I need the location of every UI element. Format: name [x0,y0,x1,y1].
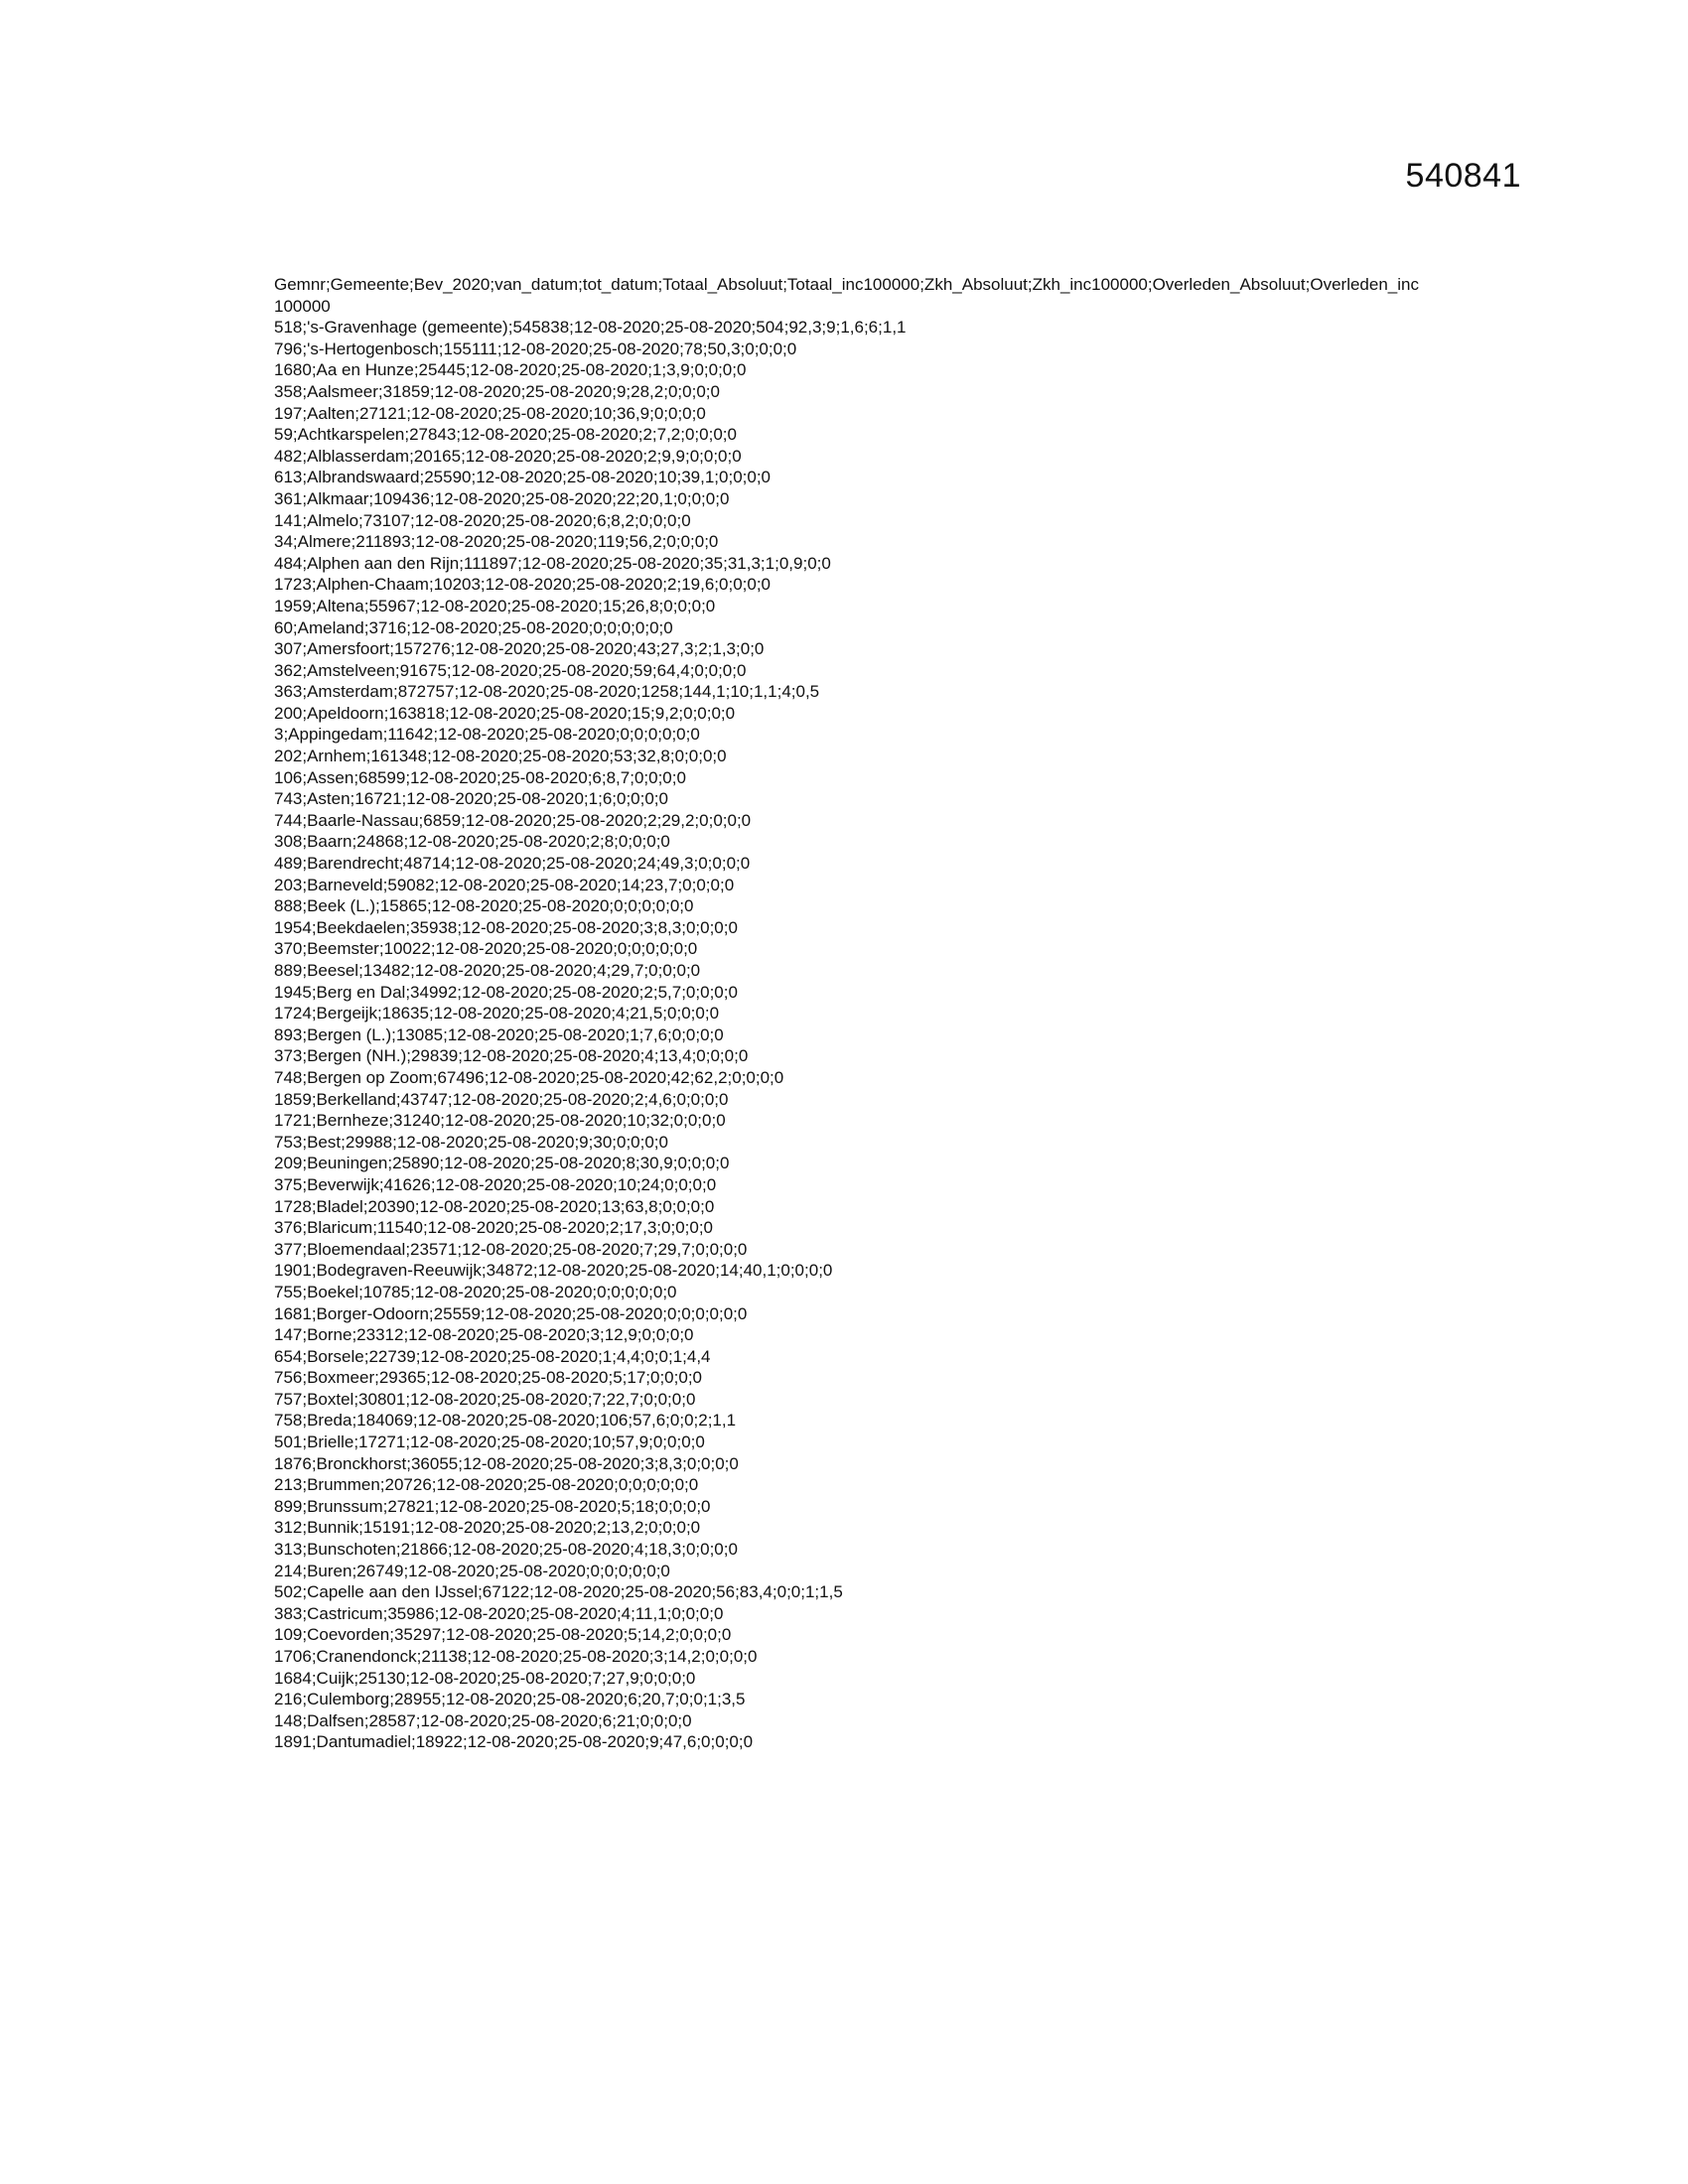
csv-data-row: 216;Culemborg;28955;12-08-2020;25-08-2020;6;20,7;0;0;1;3,5 [274,1690,746,1709]
csv-data-row: 375;Beverwijk;41626;12-08-2020;25-08-2020;10;24;0;0;0;0 [274,1174,717,1194]
csv-data-row: 377;Bloemendaal;23571;12-08-2020;25-08-2020;7;29,7;0;0;0;0 [274,1239,748,1259]
csv-data-row: 363;Amsterdam;872757;12-08-2020;25-08-2020;1258;144,1;10;1,1;4;0,5 [274,682,820,702]
csv-data-row: 796;'s-Hertogenbosch;155111;12-08-2020;25-08-2020;78;50,3;0;0;0;0 [274,339,797,358]
csv-data-row: 501;Brielle;17271;12-08-2020;25-08-2020;10;57,9;0;0;0;0 [274,1433,705,1452]
csv-data-row: 1876;Bronckhorst;36055;12-08-2020;25-08-2020;3;8,3;0;0;0;0 [274,1453,739,1473]
csv-data-block [274,274,1426,1753]
csv-data-row: 1721;Bernheze;31240;12-08-2020;25-08-2020;10;32;0;0;0;0 [274,1111,726,1131]
csv-data-row: 1945;Berg en Dal;34992;12-08-2020;25-08-2020;2;5,7;0;0;0;0 [274,982,738,1002]
csv-data-row: 1859;Berkelland;43747;12-08-2020;25-08-2020;2;4,6;0;0;0;0 [274,1089,729,1109]
csv-data-row: 308;Baarn;24868;12-08-2020;25-08-2020;2;8;0;0;0;0 [274,832,670,852]
csv-data-row: 758;Breda;184069;12-08-2020;25-08-2020;106;57,6;0;0;2;1,1 [274,1411,737,1431]
csv-data-row: 502;Capelle aan den IJssel;67122;12-08-2020;25-08-2020;56;83,4;0;0;1;1,5 [274,1582,843,1602]
csv-data-row: 753;Best;29988;12-08-2020;25-08-2020;9;30;0;0;0;0 [274,1132,668,1152]
csv-data-row: 757;Boxtel;30801;12-08-2020;25-08-2020;7;22,7;0;0;0;0 [274,1389,696,1409]
csv-header-line: Gemnr;Gemeente;Bev_2020;van_datum;tot_datum;Totaal_Absoluut;Totaal_inc100000;Zkh_Absoluut;Zkh_inc100000;Overleden_Absoluut;Overleden_inc100000 [274,275,1419,316]
csv-data-lines [274,317,1426,1753]
csv-data-row: 147;Borne;23312;12-08-2020;25-08-2020;3;12,9;0;0;0;0 [274,1325,694,1345]
csv-data-row: 756;Boxmeer;29365;12-08-2020;25-08-2020;5;17;0;0;0;0 [274,1368,702,1388]
csv-data-row: 748;Bergen op Zoom;67496;12-08-2020;25-08-2020;42;62,2;0;0;0;0 [274,1067,784,1087]
csv-data-row: 34;Almere;211893;12-08-2020;25-08-2020;119;56,2;0;0;0;0 [274,532,719,552]
csv-data-row: 209;Beuningen;25890;12-08-2020;25-08-2020;8;30,9;0;0;0;0 [274,1154,730,1173]
csv-data-row: 1681;Borger-Odoorn;25559;12-08-2020;25-08-2020;0;0;0;0;0;0 [274,1303,748,1323]
csv-data-row: 213;Brummen;20726;12-08-2020;25-08-2020;0;0;0;0;0;0 [274,1475,699,1495]
csv-data-row: 889;Beesel;13482;12-08-2020;25-08-2020;4;29,7;0;0;0;0 [274,961,701,980]
csv-data-row: 613;Albrandswaard;25590;12-08-2020;25-08-2020;10;39,1;0;0;0;0 [274,468,771,487]
csv-data-row: 1724;Bergeijk;18635;12-08-2020;25-08-2020;4;21,5;0;0;0;0 [274,1004,720,1024]
csv-data-row: 3;Appingedam;11642;12-08-2020;25-08-2020;0;0;0;0;0;0 [274,725,700,745]
csv-data-row: 1723;Alphen-Chaam;10203;12-08-2020;25-08-2020;2;19,6;0;0;0;0 [274,575,771,595]
csv-data-row: 197;Aalten;27121;12-08-2020;25-08-2020;10;36,9;0;0;0;0 [274,403,706,423]
csv-data-row: 202;Arnhem;161348;12-08-2020;25-08-2020;53;32,8;0;0;0;0 [274,747,727,766]
csv-data-row: 755;Boekel;10785;12-08-2020;25-08-2020;0;0;0;0;0;0 [274,1282,677,1301]
csv-data-row: 373;Bergen (NH.);29839;12-08-2020;25-08-2020;4;13,4;0;0;0;0 [274,1046,749,1066]
csv-data-row: 518;'s-Gravenhage (gemeente);545838;12-08-2020;25-08-2020;504;92,3;9;1,6;6;1,1 [274,318,907,338]
csv-data-row: 148;Dalfsen;28587;12-08-2020;25-08-2020;6;21;0;0;0;0 [274,1710,692,1730]
csv-data-row: 109;Coevorden;35297;12-08-2020;25-08-2020;5;14,2;0;0;0;0 [274,1625,732,1645]
csv-data-row: 214;Buren;26749;12-08-2020;25-08-2020;0;0;0;0;0;0 [274,1561,670,1580]
csv-data-row: 307;Amersfoort;157276;12-08-2020;25-08-2020;43;27,3;2;1,3;0;0 [274,639,765,659]
csv-data-row: 1959;Altena;55967;12-08-2020;25-08-2020;15;26,8;0;0;0;0 [274,596,716,615]
csv-data-row: 744;Baarle-Nassau;6859;12-08-2020;25-08-2020;2;29,2;0;0;0;0 [274,810,752,830]
csv-data-row: 888;Beek (L.);15865;12-08-2020;25-08-2020;0;0;0;0;0;0 [274,896,694,916]
csv-data-row: 654;Borsele;22739;12-08-2020;25-08-2020;1;4,4;0;0;1;4,4 [274,1346,711,1366]
csv-data-row: 313;Bunschoten;21866;12-08-2020;25-08-2020;4;18,3;0;0;0;0 [274,1540,738,1560]
csv-data-row: 482;Alblasserdam;20165;12-08-2020;25-08-2020;2;9,9;0;0;0;0 [274,446,742,466]
csv-data-row: 362;Amstelveen;91675;12-08-2020;25-08-2020;59;64,4;0;0;0;0 [274,660,747,680]
csv-data-row: 743;Asten;16721;12-08-2020;25-08-2020;1;6;0;0;0;0 [274,789,668,809]
csv-data-row: 370;Beemster;10022;12-08-2020;25-08-2020;0;0;0;0;0;0 [274,939,698,959]
csv-data-row: 1901;Bodegraven-Reeuwijk;34872;12-08-2020;25-08-2020;14;40,1;0;0;0;0 [274,1261,833,1281]
csv-data-row: 141;Almelo;73107;12-08-2020;25-08-2020;6;8,2;0;0;0;0 [274,510,691,530]
csv-data-row: 361;Alkmaar;109436;12-08-2020;25-08-2020;22;20,1;0;0;0;0 [274,488,730,508]
csv-data-row: 1684;Cuijk;25130;12-08-2020;25-08-2020;7;27,9;0;0;0;0 [274,1668,696,1688]
csv-data-row: 1680;Aa en Hunze;25445;12-08-2020;25-08-2020;1;3,9;0;0;0;0 [274,360,747,380]
csv-data-row: 312;Bunnik;15191;12-08-2020;25-08-2020;2;13,2;0;0;0;0 [274,1518,701,1538]
csv-data-row: 106;Assen;68599;12-08-2020;25-08-2020;6;8,7;0;0;0;0 [274,767,686,787]
csv-data-row: 203;Barneveld;59082;12-08-2020;25-08-2020;14;23,7;0;0;0;0 [274,875,735,894]
csv-data-row: 1706;Cranendonck;21138;12-08-2020;25-08-2020;3;14,2;0;0;0;0 [274,1647,758,1666]
csv-data-row: 59;Achtkarspelen;27843;12-08-2020;25-08-2020;2;7,2;0;0;0;0 [274,425,737,445]
csv-data-row: 60;Ameland;3716;12-08-2020;25-08-2020;0;0;0;0;0;0 [274,617,673,637]
csv-data-row: 1728;Bladel;20390;12-08-2020;25-08-2020;13;63,8;0;0;0;0 [274,1196,715,1216]
csv-data-row: 376;Blaricum;11540;12-08-2020;25-08-2020;2;17,3;0;0;0;0 [274,1218,714,1238]
csv-data-row: 358;Aalsmeer;31859;12-08-2020;25-08-2020;9;28,2;0;0;0;0 [274,381,720,401]
csv-data-row: 200;Apeldoorn;163818;12-08-2020;25-08-2020;15;9,2;0;0;0;0 [274,703,736,723]
csv-data-row: 1891;Dantumadiel;18922;12-08-2020;25-08-2020;9;47,6;0;0;0;0 [274,1732,754,1752]
csv-data-row: 1954;Beekdaelen;35938;12-08-2020;25-08-2020;3;8,3;0;0;0;0 [274,917,738,937]
csv-data-row: 893;Bergen (L.);13085;12-08-2020;25-08-2020;1;7,6;0;0;0;0 [274,1024,724,1044]
csv-data-row: 383;Castricum;35986;12-08-2020;25-08-2020;4;11,1;0;0;0;0 [274,1603,724,1623]
csv-data-row: 489;Barendrecht;48714;12-08-2020;25-08-2020;24;49,3;0;0;0;0 [274,854,751,874]
csv-data-row: 899;Brunssum;27821;12-08-2020;25-08-2020;5;18;0;0;0;0 [274,1496,711,1516]
csv-data-row: 484;Alphen aan den Rijn;111897;12-08-2020;25-08-2020;35;31,3;1;0,9;0;0 [274,553,831,573]
page-number: 540841 [1405,157,1521,195]
